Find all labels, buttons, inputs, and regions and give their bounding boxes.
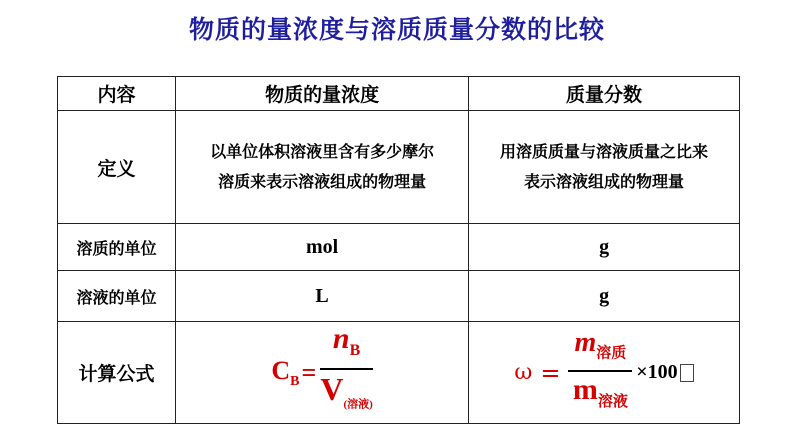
missing-glyph-box-icon [680, 364, 694, 382]
definition-molarity-line1: 以单位体积溶液里含有多少摩尔 [210, 142, 435, 161]
table-header-row [58, 77, 740, 111]
formula-mass-fraction-fraction [568, 326, 632, 419]
definition-mass-fraction-line1: 用溶质质量与溶液质量之比来 [500, 142, 709, 161]
formula-mass-fraction-equals: = [540, 358, 561, 387]
formula-mass-fraction-denominator: $m_{溶液}$ [572, 372, 628, 410]
solution-unit-mass-fraction: g [469, 271, 740, 322]
row-label-formula: 计算公式 [58, 322, 176, 424]
solute-unit-mass-fraction: g [469, 224, 740, 271]
formula-molarity-denominator: $V_{(溶液)}$ [320, 371, 373, 411]
formula-molarity [176, 322, 468, 423]
solution-unit-molarity: L [176, 271, 469, 322]
definition-mass-fraction-line2: 表示溶液组成的物理量 [524, 172, 685, 191]
formula-multiplier: ×100 [636, 361, 678, 384]
formula-molarity-equals: = [301, 357, 317, 387]
table-row-formula [58, 322, 740, 424]
header-content: 内容 [58, 77, 176, 111]
formula-mass-fraction-numerator: $m_{溶质}$ [574, 327, 627, 362]
formula-mass-fraction-lhs: ω [514, 360, 533, 386]
header-molarity: 物质的量浓度 [176, 77, 469, 111]
table-row-definition [58, 111, 740, 224]
header-mass-fraction: 质量分数 [469, 77, 740, 111]
page-title: 物质的量浓度与溶质质量分数的比较 [188, 15, 605, 44]
definition-mass-fraction [469, 111, 740, 224]
comparison-table [57, 76, 740, 424]
definition-molarity-line2: 溶质来表示溶液组成的物理量 [218, 172, 427, 191]
formula-molarity-lhs: $C_B$ [271, 355, 300, 389]
formula-molarity-fraction [320, 322, 372, 423]
row-label-solute-unit: 溶质的单位 [58, 224, 176, 271]
formula-molarity-cell [176, 322, 469, 424]
definition-molarity [176, 111, 469, 224]
table-row-solute-unit [58, 224, 740, 271]
row-label-definition: 定义 [58, 111, 176, 224]
solute-unit-molarity: mol [176, 224, 469, 271]
formula-molarity-numerator: $n_B$ [332, 322, 361, 359]
row-label-solution-unit: 溶液的单位 [58, 271, 176, 322]
formula-mass-fraction-cell [469, 322, 740, 424]
table-row-solution-unit [58, 271, 740, 322]
formula-mass-fraction [469, 326, 739, 419]
